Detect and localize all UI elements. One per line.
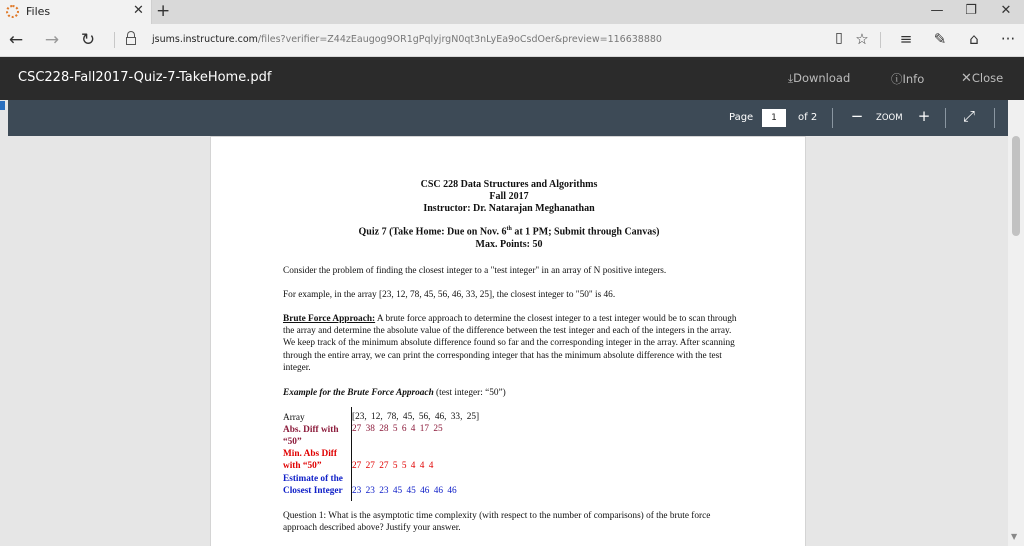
minabs-values: 27 27 27 5 5 4 4 4 [352, 461, 434, 471]
download-button[interactable]: ⤓Download [788, 71, 851, 85]
share-icon[interactable]: ⌂ [969, 30, 979, 48]
max-points: Max. Points: 50 [475, 239, 543, 250]
tab-title: Files [26, 5, 51, 18]
close-tab-icon[interactable]: ✕ [133, 3, 144, 18]
url-field[interactable]: jsums.instructure.com/files?verifier=Z44zEaugog9OR1gPqlyjrgN0qt3nLyEa9oCsdOer&preview=116638880 [152, 34, 662, 45]
minabs-label: Min. Abs Diff with “50” [283, 449, 337, 472]
absdiff-label: Abs. Diff with “50” [283, 425, 339, 448]
divider [832, 108, 833, 128]
divider [114, 32, 115, 48]
close-icon: ✕ [961, 71, 972, 86]
file-title: CSC228-Fall2017-Quiz-7-TakeHome.pdf [18, 70, 272, 85]
pdf-toolbar [0, 100, 1008, 136]
restore-icon[interactable]: ❐ [965, 3, 977, 18]
forward-icon[interactable]: → [44, 30, 60, 50]
reading-view-icon[interactable]: ▯ [835, 30, 843, 46]
notes-icon[interactable]: ✎ [933, 30, 947, 48]
viewer-header [0, 57, 1024, 100]
download-icon: ⤓ [788, 71, 794, 85]
back-icon[interactable]: ← [8, 30, 24, 50]
divider [945, 108, 946, 128]
scroll-down-icon[interactable]: ▼ [1011, 532, 1018, 541]
document-viewport[interactable] [8, 136, 1008, 546]
loading-icon [6, 5, 19, 18]
intro-paragraph: Consider the problem of finding the closest integer to a "test integer" in an array of N positive integers. [283, 266, 667, 276]
left-gutter [0, 100, 8, 546]
tab-files[interactable] [0, 0, 152, 24]
page-number-input[interactable] [762, 109, 786, 127]
zoom-label: ZOOM [876, 113, 903, 123]
question-1: Question 1: What is the asymptotic time complexity (with respect to the number of comparisons) of the brute force approach described above? Justify your answer. [283, 511, 711, 534]
absdiff-values: 27 38 28 5 6 4 17 25 [352, 424, 443, 434]
hub-icon[interactable]: ≡ [899, 30, 913, 48]
table-divider [351, 407, 352, 501]
tab-strip [0, 0, 1024, 24]
example-paragraph: For example, in the array [23, 12, 78, 45, 56, 46, 33, 25], the closest integer to "50" is 46. [283, 290, 616, 300]
instructor: Instructor: Dr. Natarajan Meghanathan [423, 203, 595, 214]
favorite-star-icon[interactable]: ☆ [855, 30, 869, 48]
pdf-page [210, 136, 806, 546]
example-heading: Example for the Brute Force Approach (test integer: “50”) [283, 388, 506, 398]
page-label: Page [729, 112, 754, 123]
array-label: Array [283, 413, 305, 423]
refresh-icon[interactable]: ↻ [80, 30, 96, 50]
term: Fall 2017 [489, 191, 529, 202]
focus-marker [0, 101, 5, 110]
estimate-label: Estimate of the Closest Integer [283, 474, 343, 497]
new-tab-button[interactable]: + [156, 1, 171, 21]
zoom-in-button[interactable]: + [917, 107, 931, 125]
window-close-icon[interactable]: ✕ [1000, 3, 1012, 18]
estimate-values: 23 23 23 45 45 46 46 46 [352, 486, 457, 496]
lock-icon[interactable] [126, 31, 136, 45]
array-values: [23, 12, 78, 45, 56, 46, 33, 25] [352, 412, 480, 422]
fullscreen-button[interactable]: ⤢ [962, 107, 975, 125]
quiz-title: Quiz 7 (Take Home: Due on Nov. 6th at 1 PM; Submit through Canvas) [358, 226, 660, 238]
info-icon: ⓘ [891, 72, 903, 86]
scrollbar-thumb[interactable] [1012, 136, 1020, 236]
divider [994, 108, 995, 128]
zoom-out-button[interactable]: − [850, 107, 864, 125]
close-button[interactable]: ✕Close [961, 71, 1004, 86]
info-button[interactable]: ⓘInfo [891, 72, 925, 86]
course-title: CSC 228 Data Structures and Algorithms [420, 179, 598, 190]
minimize-icon[interactable]: — [930, 3, 944, 18]
page-count: of 2 [798, 112, 818, 123]
address-bar-row [0, 24, 1024, 57]
brute-force-paragraph: Brute Force Approach: A brute force approach to determine the closest integer to a test integer would be to scan through the array and determine the absolute value of the difference between the test integer and each of the integers in the array. We keep track of the minimum absolute difference found so far and the corresponding integer in the array. After scanning through the entire array, we can print the corresponding integer that has the minimum absolute difference with the test integer. [283, 314, 737, 373]
more-icon[interactable]: ··· [1000, 30, 1016, 48]
divider [880, 32, 881, 48]
